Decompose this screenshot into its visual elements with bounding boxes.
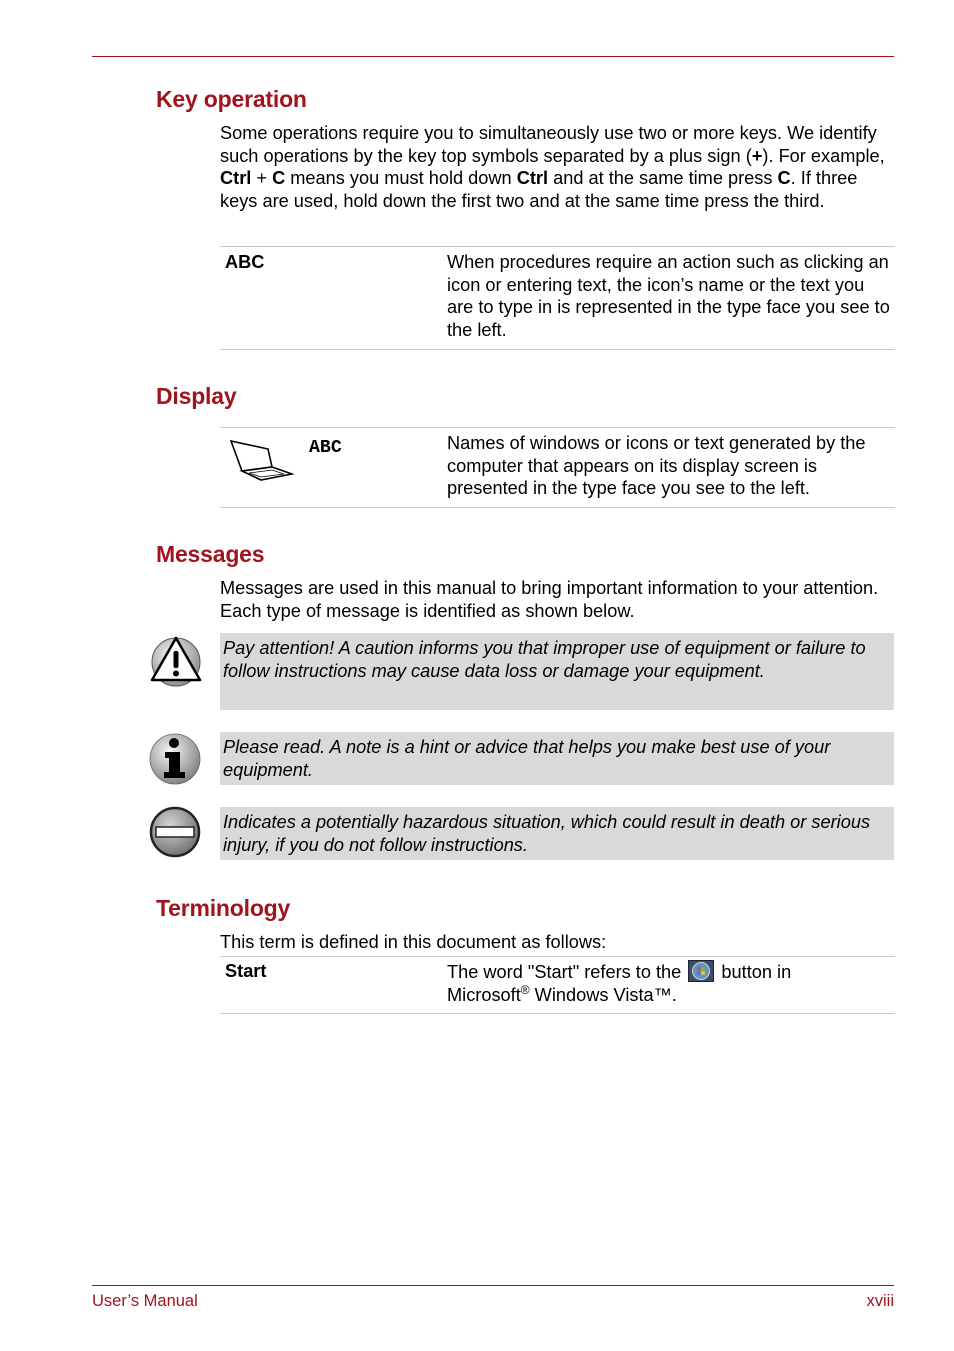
caution-icon — [150, 635, 202, 687]
footer-rule — [92, 1285, 894, 1286]
caution-message — [220, 633, 894, 710]
table-term: Start — [225, 961, 267, 981]
key-ctrl: Ctrl — [516, 168, 549, 189]
text-span: button in — [721, 962, 792, 982]
table-description — [447, 960, 893, 1006]
text-span: Microsoft — [447, 984, 521, 1005]
heading-terminology: Terminology — [156, 895, 291, 921]
heading-key-operation: Key operation — [156, 86, 307, 112]
table-term-display: ABC — [309, 438, 342, 458]
warning-icon — [149, 806, 201, 858]
warning-text: Indicates a potentially hazardous situation, which could result in death or serious injury, if you do not follow instructions. — [223, 812, 871, 855]
laptop-icon — [228, 438, 294, 482]
text-span: and at the same time press — [548, 168, 778, 189]
text-span: ). For example, — [762, 145, 885, 166]
key-operation-table — [220, 246, 895, 350]
footer-page-number: xviii — [866, 1292, 894, 1310]
text-span: + — [251, 168, 273, 189]
text-span: Some operations require you to simultaneously use two or more keys. We identify such operations by the key top symbols separated by a plus sign ( — [220, 123, 877, 166]
messages-intro: Messages are used in this manual to bring important information to your attention. Each type of message is identified as shown below. — [220, 578, 879, 621]
text-span: means you must hold down — [285, 168, 517, 189]
text-span: The word "Start" refers to the — [447, 962, 682, 982]
text-span: . If three keys are used, hold down the first two and at the same time press the third. — [220, 168, 858, 211]
header-rule — [92, 56, 894, 57]
table-description: When procedures require an action such as clicking an icon or entering text, the icon’s name or the text you are to type in is represented in the type face you see to the left. — [447, 252, 890, 340]
terminology-intro: This term is defined in this document as follows: — [220, 932, 607, 952]
table-description: Names of windows or icons or text generated by the computer that appears on its display screen is presented in the type face you see to the left. — [447, 433, 866, 499]
key-c: C — [777, 168, 791, 189]
table-term: ABC — [225, 252, 265, 272]
text-span: Windows Vista™. — [529, 984, 677, 1005]
terminology-table — [220, 956, 895, 1014]
registered-mark: ® — [520, 982, 530, 997]
key-plus: + — [751, 145, 763, 166]
info-icon — [149, 733, 201, 785]
key-c: C — [272, 168, 286, 189]
heading-messages: Messages — [156, 541, 265, 567]
key-ctrl: Ctrl — [220, 168, 252, 189]
display-table — [220, 427, 895, 508]
windows-start-icon — [688, 960, 714, 982]
warning-message — [220, 807, 894, 860]
heading-display: Display — [156, 383, 237, 409]
footer-manual-title: User’s Manual — [92, 1292, 198, 1310]
note-message — [220, 732, 894, 785]
key-operation-paragraph — [220, 122, 895, 212]
note-text: Please read. A note is a hint or advice that helps you make best use of your equipment. — [223, 737, 831, 780]
caution-text: Pay attention! A caution informs you that improper use of equipment or failure to follow instructions may cause data loss or damage your equipment. — [223, 638, 866, 681]
